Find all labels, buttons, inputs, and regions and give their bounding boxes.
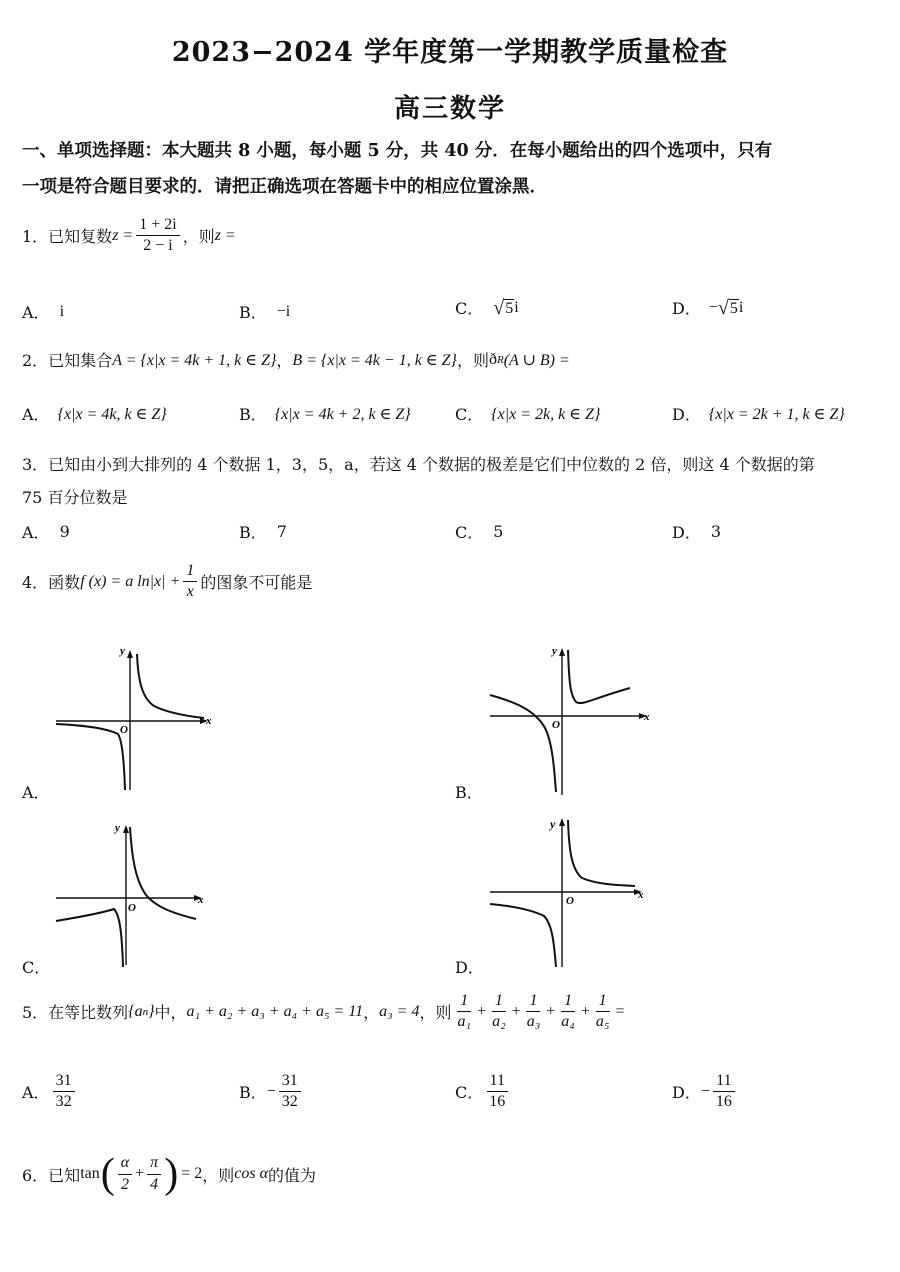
q1-prefix: 1．已知复数 bbox=[22, 227, 113, 247]
q5-prefix: 5．在等比数列 bbox=[22, 1003, 129, 1023]
q1-option-b[interactable] bbox=[239, 300, 290, 323]
option-label: D． bbox=[672, 523, 701, 542]
q1-tail: z = bbox=[214, 226, 236, 244]
exam-title: 2023−2024 学年度第一学期教学质量检查 bbox=[171, 37, 729, 68]
question-4 bbox=[22, 562, 312, 602]
y-axis-arrow bbox=[123, 825, 129, 833]
q5-term-fraction-2 bbox=[489, 992, 509, 1032]
q6-fraction-1 bbox=[118, 1154, 132, 1194]
q2-option-c[interactable] bbox=[455, 402, 600, 425]
curve-left bbox=[56, 724, 125, 790]
option-label: A． bbox=[22, 1083, 50, 1103]
q6-rhs: = 2 bbox=[181, 1165, 203, 1182]
q6-prefix: 6．已知 bbox=[22, 1165, 81, 1185]
curve-right bbox=[568, 650, 630, 703]
q5-option-b[interactable] bbox=[239, 1072, 304, 1112]
numerator: 11 bbox=[713, 1072, 734, 1092]
y-label: y bbox=[120, 645, 125, 657]
option-label: B． bbox=[239, 523, 267, 542]
option-value: i bbox=[59, 302, 65, 320]
graph-c[interactable] bbox=[50, 815, 220, 973]
option-label: A． bbox=[22, 405, 50, 424]
q2-complement-subscript: R bbox=[496, 353, 504, 366]
numerator: 1 bbox=[492, 992, 506, 1012]
option-label: D． bbox=[672, 1083, 701, 1103]
q3-option-d[interactable] bbox=[672, 520, 721, 543]
numerator: 31 bbox=[53, 1072, 75, 1092]
q2-separator: ， bbox=[276, 351, 293, 370]
y-axis-arrow bbox=[559, 818, 565, 826]
curve-right bbox=[568, 820, 635, 886]
q5-post: ，则 bbox=[419, 1003, 452, 1023]
x-label: x bbox=[198, 894, 204, 906]
option-fraction bbox=[486, 1072, 508, 1112]
q2-set-b: B = {x|x = 4k − 1, k ∈ Z} bbox=[292, 351, 457, 369]
q1-option-d[interactable] bbox=[672, 296, 743, 319]
option-label: C． bbox=[455, 299, 484, 318]
denominator: a₂ bbox=[492, 1013, 506, 1031]
q2-complement-symbol: ð bbox=[488, 350, 497, 368]
option-label: A． bbox=[22, 303, 50, 322]
numerator: 11 bbox=[487, 1072, 508, 1092]
graph-c-label: C． bbox=[22, 958, 51, 977]
q2-post: ，则 bbox=[456, 351, 489, 370]
question-2 bbox=[22, 348, 570, 371]
plus-sign: + bbox=[477, 1002, 487, 1020]
plus-sign: + bbox=[511, 1002, 521, 1020]
option-label: D． bbox=[672, 299, 701, 318]
denominator: 4 bbox=[150, 1175, 159, 1193]
exam-subtitle: 高三数学 bbox=[393, 94, 506, 124]
option-value: {x|x = 4k, k ∈ Z} bbox=[57, 405, 167, 423]
curve-right bbox=[130, 827, 196, 919]
numerator: π bbox=[147, 1154, 161, 1174]
q6-post: ，则 bbox=[202, 1165, 235, 1185]
q6-left-paren: ( bbox=[100, 1151, 115, 1197]
numerator: 1 bbox=[596, 992, 610, 1012]
question-6 bbox=[22, 1150, 316, 1198]
option-value: {x|x = 2k + 1, k ∈ Z} bbox=[708, 405, 845, 423]
q2-set-a: A = {x|x = 4k + 1, k ∈ Z} bbox=[112, 351, 277, 369]
option-label: C． bbox=[455, 405, 484, 424]
q5-option-a[interactable] bbox=[22, 1072, 78, 1112]
numerator: 1 bbox=[561, 992, 575, 1012]
q5-term-fraction-4 bbox=[558, 992, 578, 1032]
numerator: 31 bbox=[279, 1072, 301, 1092]
q4-numerator: 1 bbox=[183, 562, 197, 582]
y-axis-arrow bbox=[127, 650, 133, 658]
q1-denominator: 2 − i bbox=[143, 237, 173, 255]
option-prefix: − bbox=[708, 298, 718, 316]
y-label: y bbox=[550, 817, 556, 831]
sqrt-symbol: √ 5 bbox=[717, 296, 738, 319]
option-fraction bbox=[53, 1072, 75, 1112]
curve-left bbox=[490, 904, 556, 967]
numerator: 1 bbox=[526, 992, 540, 1012]
y-label: y bbox=[552, 645, 557, 657]
origin-label: O bbox=[128, 902, 136, 914]
denominator: 32 bbox=[55, 1093, 72, 1111]
denominator: a₃ bbox=[526, 1013, 541, 1031]
q1-option-a[interactable] bbox=[22, 300, 64, 323]
q4-prefix: 4．函数 bbox=[22, 573, 81, 593]
graph-d-label: D． bbox=[455, 958, 484, 977]
graph-a[interactable] bbox=[50, 640, 220, 800]
option-value: {x|x = 4k + 2, k ∈ Z} bbox=[274, 405, 411, 423]
section-instruction-line1: 一、单项选择题：本大题共 8 小题，每小题 5 分，共 40 分．在每小题给出的四个选项中，只有 bbox=[22, 141, 773, 161]
q6-tan: tan bbox=[80, 1165, 100, 1182]
option-sign: − bbox=[266, 1082, 276, 1100]
origin-label: O bbox=[566, 895, 574, 907]
x-label: x bbox=[206, 715, 212, 727]
q5-option-c[interactable] bbox=[455, 1072, 511, 1112]
option-label: C． bbox=[455, 1083, 484, 1103]
plus-sign: + bbox=[546, 1002, 556, 1020]
q1-option-c[interactable] bbox=[455, 296, 519, 319]
graph-b-label: B． bbox=[455, 783, 483, 802]
question-5 bbox=[22, 992, 624, 1032]
curve-right bbox=[137, 654, 204, 718]
q3-option-b[interactable] bbox=[239, 520, 287, 543]
q4-post: 的图象不可能是 bbox=[200, 573, 313, 593]
origin-label: O bbox=[552, 719, 560, 731]
q5-sum: a₁ + a₂ + a₃ + a₄ + a₅ = 11 bbox=[186, 1002, 364, 1020]
option-label: C． bbox=[455, 523, 484, 542]
option-label: D． bbox=[672, 405, 701, 424]
y-label: y bbox=[115, 822, 120, 834]
sqrt-radicand: 5 bbox=[505, 299, 514, 317]
denominator: 32 bbox=[281, 1093, 298, 1111]
option-value: 9 bbox=[59, 522, 70, 541]
curve-left bbox=[56, 909, 123, 967]
q6-tail: 的值为 bbox=[267, 1165, 316, 1185]
q1-lhs: z = bbox=[112, 226, 134, 244]
q1-numerator: 1 + 2i bbox=[136, 216, 179, 236]
graph-b[interactable] bbox=[480, 640, 660, 800]
y-axis-arrow bbox=[559, 648, 565, 656]
numerator: α bbox=[118, 1154, 132, 1174]
sqrt-radicand: 5 bbox=[729, 299, 738, 317]
q2-option-a[interactable] bbox=[22, 402, 167, 425]
denominator: 2 bbox=[120, 1175, 129, 1193]
q1-fraction bbox=[136, 216, 179, 256]
numerator: 1 bbox=[457, 992, 471, 1012]
q2-prefix: 2．已知集合 bbox=[22, 351, 113, 370]
option-value: {x|x = 2k, k ∈ Z} bbox=[491, 405, 601, 423]
equals-sign: = bbox=[615, 1002, 625, 1020]
q5-seq-close: } bbox=[148, 1002, 155, 1020]
q2-option-b[interactable] bbox=[239, 402, 411, 425]
origin-label: O bbox=[120, 724, 128, 736]
plus-sign: + bbox=[135, 1165, 145, 1182]
q5-separator: ， bbox=[363, 1003, 380, 1023]
option-value: −i bbox=[276, 302, 291, 320]
option-value: 7 bbox=[276, 522, 287, 541]
option-suffix: i bbox=[738, 298, 744, 316]
q3-option-c[interactable] bbox=[455, 520, 503, 543]
q5-seq-subscript: n bbox=[142, 1005, 149, 1018]
question-3-line2: 75 百分位数是 bbox=[22, 488, 128, 507]
option-value: 5 bbox=[493, 522, 504, 541]
option-fraction bbox=[279, 1072, 301, 1112]
q6-right-paren: ) bbox=[164, 1151, 179, 1197]
option-label: A． bbox=[22, 523, 50, 542]
denominator: a₅ bbox=[595, 1013, 610, 1031]
q5-a3: a₃ = 4 bbox=[379, 1002, 420, 1020]
denominator: 16 bbox=[489, 1093, 506, 1111]
q5-term-fraction-1 bbox=[455, 992, 475, 1032]
q2-option-d[interactable] bbox=[672, 402, 845, 425]
option-sign: − bbox=[700, 1082, 710, 1100]
denominator: a₄ bbox=[561, 1013, 575, 1031]
x-label: x bbox=[644, 711, 650, 723]
q3-option-a[interactable] bbox=[22, 520, 70, 543]
section-instruction-line2: 一项是符合题目要求的．请把正确选项在答题卡中的相应位置涂黑． bbox=[22, 177, 547, 197]
curve-left bbox=[490, 695, 556, 792]
q5-mid: 中， bbox=[154, 1003, 187, 1023]
q2-tail: (A ∪ B) = bbox=[503, 351, 570, 369]
denominator: a₁ bbox=[457, 1013, 472, 1031]
option-label: B． bbox=[239, 405, 267, 424]
option-suffix: i bbox=[514, 298, 519, 316]
q5-seq-open: {a bbox=[128, 1002, 143, 1020]
q1-post: ，则 bbox=[182, 227, 215, 247]
option-label: B． bbox=[239, 1083, 267, 1103]
plus-sign: + bbox=[580, 1002, 590, 1020]
option-fraction bbox=[713, 1072, 735, 1112]
x-label: x bbox=[638, 889, 644, 901]
graph-a-label: A． bbox=[22, 783, 50, 802]
sqrt-symbol: √ 5 bbox=[493, 296, 514, 319]
denominator: 16 bbox=[715, 1093, 732, 1111]
q6-fraction-2 bbox=[147, 1154, 161, 1194]
q5-option-d[interactable] bbox=[672, 1072, 738, 1112]
graph-d[interactable] bbox=[480, 812, 660, 972]
option-value: 3 bbox=[710, 522, 722, 541]
q4-denominator: x bbox=[186, 583, 194, 601]
q5-term-fraction-5 bbox=[593, 992, 613, 1032]
q6-cos: cos α bbox=[234, 1165, 268, 1182]
question-1 bbox=[22, 216, 236, 256]
option-label: B． bbox=[239, 303, 267, 322]
question-3-line1: 3．已知由小到大排列的 4 个数据 1，3，5，a，若这 4 个数据的极差是它们中位数的 2 倍，则这 4 个数据的第 bbox=[22, 455, 815, 474]
q4-fraction bbox=[183, 562, 197, 602]
q5-term-fraction-3 bbox=[524, 992, 544, 1032]
q4-function: f (x) = a ln|x| + bbox=[80, 572, 181, 590]
